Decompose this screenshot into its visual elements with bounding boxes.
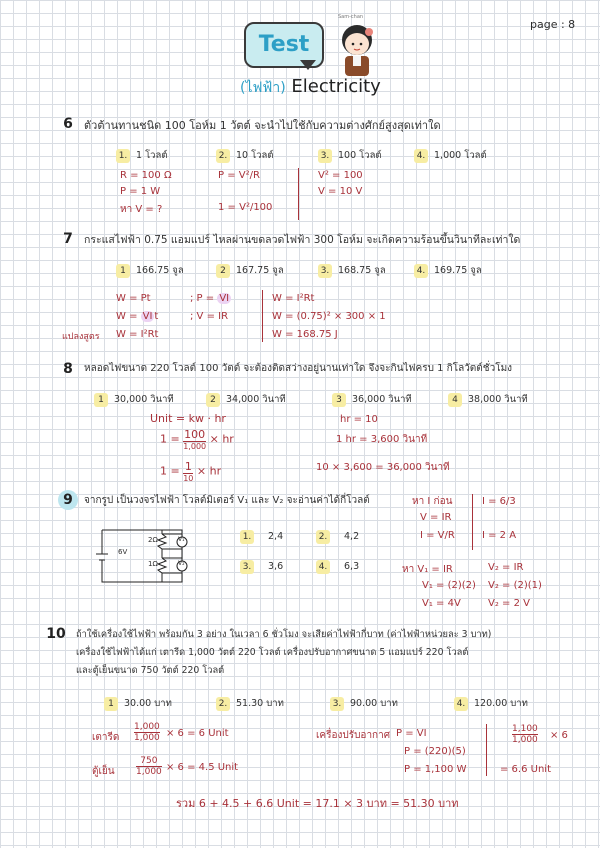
test-badge-text: Test	[258, 32, 310, 57]
q10-option-1-text: 30.00 บาท	[124, 698, 172, 709]
q9-work-w0: V₂ = IR	[488, 562, 524, 573]
q7-work-p1	[190, 293, 231, 304]
circuit-v1-label: V₁	[178, 536, 185, 543]
q9-work-v2: V₁ = 4V	[422, 598, 461, 609]
q10-option-1-num: 1	[104, 697, 118, 711]
q10-fridge-label: ตู้เย็น	[92, 766, 115, 777]
q7-work-f1: W = Pt	[116, 293, 151, 304]
q7-work-c1: W = I²Rt	[272, 293, 315, 304]
q9-option-1-num: 1.	[240, 530, 254, 544]
question-10-text-2: เครื่องใช้ไฟฟ้าได้แก่ เตารีด 1,000 วัตต์ 220 โวลต์ เครื่องปรับอากาศขนาด 5 แอมแปร์ 220 โวลต์	[76, 647, 469, 658]
q8-work-a2	[160, 428, 234, 451]
q9-option-3-text: 3,6	[268, 561, 284, 572]
q10-divider	[486, 724, 487, 776]
q6-option-3-num: 3.	[318, 149, 332, 163]
q10-fridge-num: 750	[136, 756, 162, 767]
q8-work-a2-den: 1,000	[183, 442, 207, 451]
q6-work-r1: V² = 100	[318, 170, 363, 181]
q10-ac-1: P = VI	[396, 728, 427, 739]
page-label-text: page : 8	[530, 18, 576, 31]
q8-work-b1: hr = 10	[340, 414, 378, 425]
question-10-text-3: และตู้เย็นขนาด 750 วัตต์ 220 โวลต์	[76, 665, 225, 676]
q8-option-3[interactable]	[332, 392, 412, 407]
q8-work-a3a: 1 =	[160, 464, 184, 478]
q6-option-4-num: 4.	[414, 149, 428, 163]
q8-work-b3: 10 × 3,600 = 36,000 วินาที	[316, 462, 450, 473]
q7-option-4[interactable]	[414, 263, 482, 278]
q10-ac-2: P = (220)(5)	[404, 746, 466, 757]
q10-iron-den: 1,000	[134, 733, 160, 743]
q10-ac-label: เครื่องปรับอากาศ	[316, 730, 391, 741]
q9-work-h3: I = V/R	[420, 530, 455, 541]
q9-option-4-num: 4.	[316, 560, 330, 574]
q9-option-3[interactable]	[240, 560, 283, 574]
q7-option-2-num: 2	[216, 264, 230, 278]
q9-divider	[472, 494, 473, 550]
q7-work-c3: W = 168.75 J	[272, 329, 338, 340]
q10-iron-rest: × 6 = 6 Unit	[166, 728, 229, 739]
q8-option-1[interactable]	[94, 392, 174, 407]
circuit-diagram	[92, 520, 212, 590]
q8-option-4-text: 38,000 วินาที	[468, 394, 528, 405]
q10-iron-label: เตารีด	[92, 732, 120, 743]
subtitle-thai: (ไฟฟ้า)	[240, 80, 286, 96]
q6-work-l3: หา V = ?	[120, 204, 163, 215]
q10-ac-num: 1,100	[512, 724, 538, 734]
question-9-text: จากรูป เป็นวงจรไฟฟ้า โวลต์มิเตอร์ V₁ และ V₂ จะอ่านค่าได้กี่โวลต์	[84, 495, 370, 506]
q9-work-h1: หา I ก่อน	[412, 496, 453, 507]
question-10-text-1: ถ้าใช้เครื่องใช้ไฟฟ้า พร้อมกัน 3 อย่าง ในเวลา 6 ชั่วโมง จะเสียค่าไฟฟ้ากี่บาท (ค่าไฟฟ้าหน่วยละ 3 บาท)	[76, 629, 492, 640]
q8-work-b2: 1 hr = 3,600 วินาที	[336, 434, 428, 445]
q9-option-4[interactable]	[316, 560, 359, 574]
q8-option-3-text: 36,000 วินาที	[352, 394, 412, 405]
avatar-illustration	[332, 18, 382, 80]
q9-option-3-num: 3.	[240, 560, 254, 574]
q6-option-2-num: 2.	[216, 149, 230, 163]
q10-option-2[interactable]	[216, 696, 284, 711]
question-number-8: 8	[63, 361, 73, 377]
q9-option-1-text: 2,4	[268, 531, 284, 542]
q7-divider	[262, 290, 263, 342]
q7-option-1[interactable]	[116, 263, 184, 278]
q10-ac-fraction	[512, 724, 538, 745]
circuit-r1-label: 2Ω	[148, 536, 158, 544]
q10-iron-fraction	[134, 722, 160, 743]
q10-option-3[interactable]	[330, 696, 398, 711]
q6-option-4-text: 1,000 โวลต์	[434, 150, 487, 161]
q10-option-1[interactable]	[104, 696, 172, 711]
q8-option-2[interactable]	[206, 392, 286, 407]
q7-option-3-text: 168.75 จูล	[338, 265, 386, 276]
q10-fridge-rest: × 6 = 4.5 Unit	[166, 762, 239, 773]
q10-ac-3: P = 1,100 W	[404, 764, 467, 775]
q7-option-1-text: 166.75 จูล	[136, 265, 184, 276]
q10-ac-times: × 6	[550, 730, 568, 741]
avatar-label: Sam-chan	[338, 14, 364, 20]
q7-option-2-text: 167.75 จูล	[236, 265, 284, 276]
q7-option-4-num: 4.	[414, 264, 428, 278]
q7-work-f2c: t	[154, 311, 159, 322]
circuit-svg	[92, 520, 212, 590]
q6-option-1[interactable]	[116, 148, 168, 163]
q8-work-a3-fraction	[183, 460, 193, 483]
q10-fridge-fraction	[136, 756, 162, 777]
test-badge-tail	[300, 60, 316, 70]
question-number-10: 10	[46, 626, 66, 642]
q7-work-f2a: W =	[116, 311, 141, 322]
q7-option-1-num: 1	[116, 264, 130, 278]
q10-option-3-num: 3.	[330, 697, 344, 711]
question-8-text: หลอดไฟขนาด 220 โวลต์ 100 วัตต์ จะต้องติดสว่างอยู่นานเท่าใด จึงจะกินไฟครบ 1 กิโลวัตต์ชั่วโมง	[84, 363, 513, 374]
q10-total: รวม 6 + 4.5 + 6.6 Unit = 17.1 × 3 บาท = 51.30 บาท	[176, 797, 459, 810]
q8-work-a3b: × hr	[196, 464, 222, 478]
q10-ac-den: 1,000	[512, 735, 538, 745]
q9-work-w2: V₂ = 2 V	[488, 598, 530, 609]
q9-work-i1: I = 6/3	[482, 496, 516, 507]
q10-option-4[interactable]	[454, 696, 528, 711]
q9-option-2-text: 4,2	[344, 531, 360, 542]
q7-option-4-text: 169.75 จูล	[434, 265, 482, 276]
subtitle-en: Electricity	[291, 76, 381, 97]
q10-option-4-text: 120.00 บาท	[474, 698, 528, 709]
q8-option-4-num: 4	[448, 393, 462, 407]
q8-work-a2-num: 100	[184, 428, 206, 441]
q8-option-1-num: 1	[94, 393, 108, 407]
q7-work-p2: ; V = IR	[190, 311, 229, 322]
q9-work-v0: หา V₁ = IR	[402, 564, 453, 575]
q8-work-a2-fraction	[183, 428, 206, 451]
q8-work-a3	[160, 460, 221, 483]
q6-work-r2: V = 10 V	[318, 186, 363, 197]
question-6-text: ตัวต้านทานชนิด 100 โอห์ม 1 วัตต์ จะนำไปใช้กับความต่างศักย์สูงสุดเท่าใด	[84, 119, 441, 132]
q7-option-2[interactable]	[216, 263, 284, 278]
q6-work-m1: P = V²/R	[218, 170, 260, 181]
q7-option-3-num: 3.	[318, 264, 332, 278]
q10-fridge-den: 1,000	[136, 767, 162, 777]
q7-option-3[interactable]	[318, 263, 386, 278]
q9-option-2[interactable]	[316, 530, 359, 544]
q6-option-1-num: 1.	[116, 149, 130, 163]
q9-option-4-text: 6,3	[344, 561, 360, 572]
q8-work-a1: Unit = kw · hr	[150, 412, 226, 425]
avatar	[332, 18, 382, 80]
q6-option-2[interactable]	[216, 148, 274, 163]
question-number-6: 6	[63, 116, 73, 132]
q7-work-p1a: ; P =	[190, 293, 218, 304]
q9-option-2-num: 2.	[316, 530, 330, 544]
question-number-7: 7	[63, 231, 73, 247]
q6-work-m2: 1 = V²/100	[218, 202, 273, 213]
q8-option-2-num: 2	[206, 393, 220, 407]
question-7-text: กระแสไฟฟ้า 0.75 แอมแปร์ ไหลผ่านขดลวดไฟฟ้า 300 โอห์ม จะเกิดความร้อนขึ้นวินาทีละเท่าใด	[84, 234, 521, 246]
q9-work-h2: V = IR	[420, 512, 452, 523]
q7-work-f2	[116, 311, 158, 322]
q10-option-2-text: 51.30 บาท	[236, 698, 284, 709]
q7-work-f2-highlight: VI	[142, 311, 153, 322]
q9-option-1[interactable]	[240, 530, 283, 544]
q8-option-3-num: 3	[332, 393, 346, 407]
q10-option-4-num: 4.	[454, 697, 468, 711]
q8-work-a3-den: 10	[183, 474, 194, 483]
question-number-9: 9	[58, 490, 78, 510]
q7-work-f3: W = I²Rt	[116, 329, 159, 340]
q6-option-4[interactable]	[414, 148, 487, 163]
circuit-battery-label: 6V	[118, 548, 128, 556]
q8-work-a3-num: 1	[184, 460, 192, 473]
q6-option-3[interactable]	[318, 148, 382, 163]
q10-option-3-text: 90.00 บาท	[350, 698, 398, 709]
q9-work-i2: I = 2 A	[482, 530, 517, 541]
page-label	[530, 18, 575, 31]
q8-work-a2b: × hr	[209, 432, 234, 446]
q8-option-2-text: 34,000 วินาที	[226, 394, 286, 405]
q10-ac-result: = 6.6 Unit	[500, 764, 551, 775]
q10-option-2-num: 2.	[216, 697, 230, 711]
q6-divider	[298, 168, 299, 220]
q6-option-2-text: 10 โวลต์	[236, 150, 274, 161]
q10-iron-num: 1,000	[134, 722, 160, 732]
subtitle	[240, 76, 381, 99]
q8-work-a2a: 1 =	[160, 432, 184, 446]
q7-work-p1-highlight: VI	[219, 293, 230, 304]
q9-work-w1: V₂ = (2)(1)	[488, 580, 542, 591]
circuit-r2-label: 1Ω	[148, 560, 158, 568]
q6-option-3-text: 100 โวลต์	[338, 150, 382, 161]
q8-option-4[interactable]	[448, 392, 528, 407]
q6-work-l2: P = 1 W	[120, 186, 161, 197]
circuit-v2-label: V₂	[178, 560, 185, 567]
q7-work-side: แปลงสูตร	[62, 332, 100, 342]
q6-work-l1: R = 100 Ω	[120, 170, 172, 181]
q8-option-1-text: 30,000 วินาที	[114, 394, 174, 405]
q9-work-v1: V₁ = (2)(2)	[422, 580, 476, 591]
q7-work-c2: W = (0.75)² × 300 × 1	[272, 311, 386, 322]
q6-option-1-text: 1 โวลต์	[136, 150, 168, 161]
